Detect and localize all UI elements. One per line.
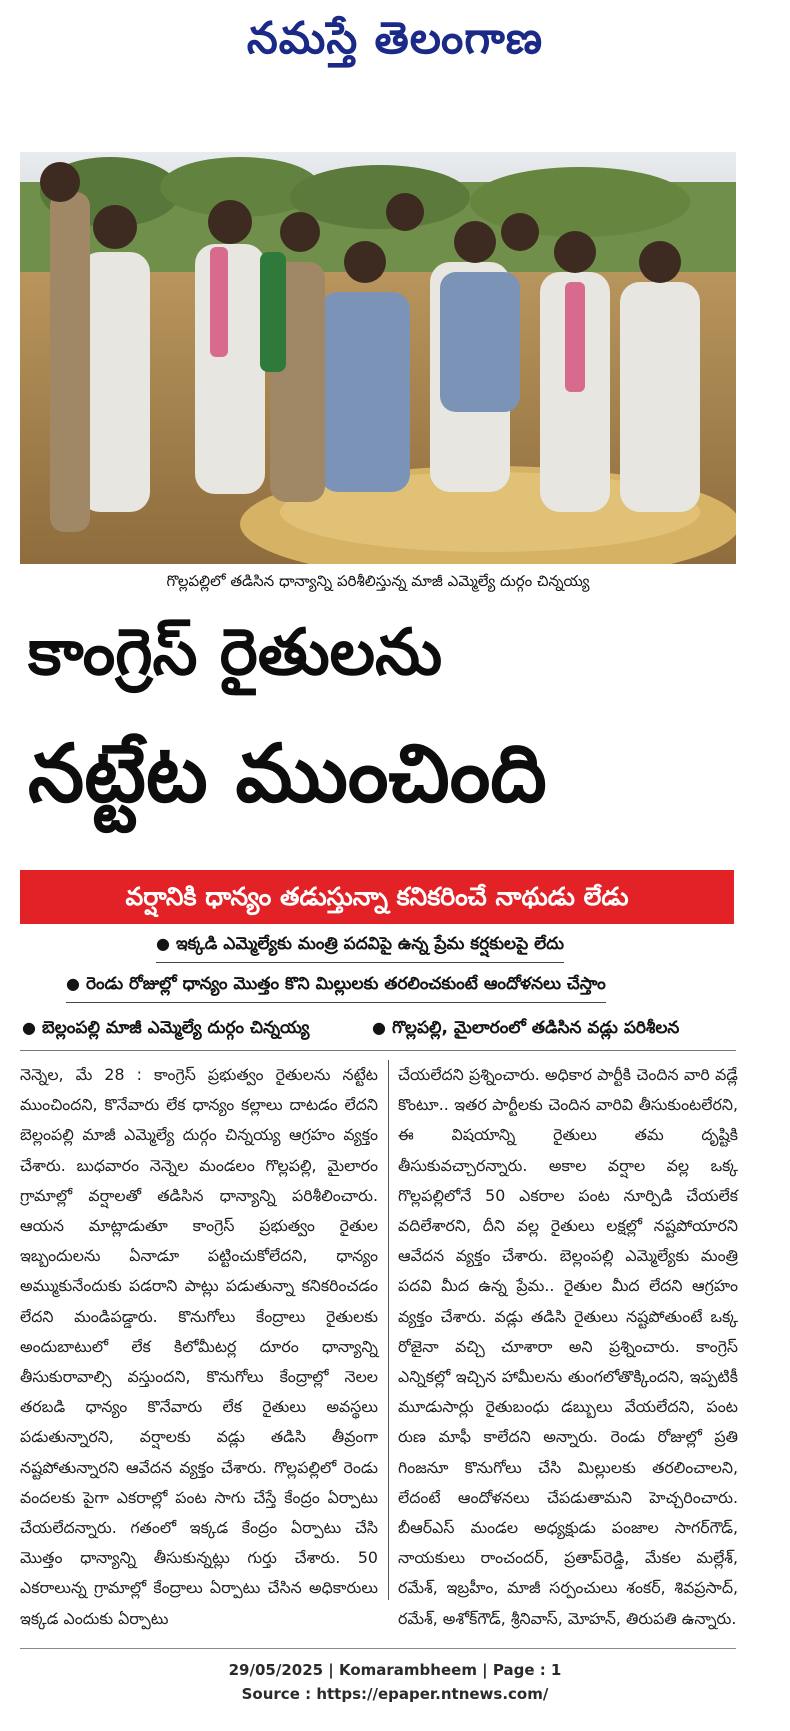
highlight-4 [372,1018,679,1042]
highlight-text: బెల్లంపల్లి మాజీ ఎమ్మెల్యే దుర్గం చిన్నయ్య [41,1018,310,1038]
bullet-icon: ● [66,974,80,993]
headline-line-1: కాంగ్రెస్ రైతులను [28,616,443,690]
divider [20,1648,736,1649]
highlight-1 [156,934,564,963]
subheadline-banner [20,870,734,924]
masthead [0,6,790,72]
bullet-icon: ● [22,1018,36,1037]
news-photo [20,152,736,564]
article-column-right: చేయలేదని ప్రశ్నించారు. అధికార పార్టీకి చెందిన వారి వడ్లే కొంటూ.. ఇతర పార్టీలకు చెందిన వారివి తీసుకుంటలేరని, ఈ విషయాన్ని రైతులు తమ దృష్టికి తీసుకువచ్చారన్నారు. అకాల వర్షాల వల్ల ఒక్క గొల్లపల్లిలోనే 50 ఎకరాల పంట నూర్పిడి చేయలేక వదిలేశారని, దీని వల్ల రైతులు లక్షల్లో నష్టపోయారని ఆవేదన వ్యక్తం చేశారు. బెల్లంపల్లి ఎమ్మెల్యేకు మంత్రి పదవి మీద ఉన్న ప్రేమ.. రైతుల మీద లేదని ఆగ్రహం వ్యక్తం చేశారు. వడ్లు తడిసి రైతులు నష్టపోతుంటే ఒక్క రోజైనా వచ్చి చూశారా అని ప్రశ్నించారు. కాంగ్రెస్ ఎన్నికల్లో ఇచ్చిన హామీలను తుంగలోతొక్కిందని, ఇప్పటికీ మూడుసార్లు రైతుబంధు డబ్బులు వేయలేదని, పంట రుణ మాఫీ కాలేదని అన్నారు. రెండు రోజుల్లో ప్రతి గింజనూ కొనుగోలు చేసి మిల్లులకు తరలించాలని, లేదంటే ఆందోళనలు చేపడుతామని హెచ్చరించారు. బీఆర్ఎస్ మండల అధ్యక్షుడు పంజాల సాగర్‌గౌడ్, నాయకులు రాంచందర్, ప్రతాప్‌రెడ్డి, మేకల మల్లేశ్, రమేశ్, ఇబ్రహీం, మాజీ సర్పంచులు శంకర్, శివప్రసాద్, రమేశ్, అశోక్‌గౌడ్, శ్రీనివాస్, మోహన్, తిరుపతి ఉన్నారు. [398,1065,738,1628]
highlight-3 [22,1018,309,1042]
highlight-text: రెండు రోజుల్లో ధాన్యం మొత్తం కొని మిల్లులకు తరలించకుంటే ఆందోళనలు చేస్తాం [85,974,606,994]
highlight-text: గొల్లపల్లి, మైలారంలో తడిసిన వడ్లు పరిశీలన [391,1018,680,1038]
column-divider [388,1060,389,1600]
masthead-title: నమస్తే తెలంగాణ [246,13,544,64]
bullet-icon: ● [372,1018,386,1037]
divider [20,1050,736,1051]
headline-line-2: నట్టేట ముంచింది [28,727,547,820]
subheadline-text: వర్షానికి ధాన్యం తడుస్తున్నా కనికరించే నాథుడు లేడు [125,882,629,911]
highlight-2 [66,974,606,1003]
source-link[interactable]: Source : https://epaper.ntnews.com/ [241,1685,549,1703]
highlight-text: ఇక్కడి ఎమ్మెల్యేకు మంత్రి పదవిపై ఉన్న ప్రేమ కర్షకులపై లేదు [175,934,565,954]
article-column-left: నెన్నెల, మే 28 : కాంగ్రెస్ ప్రభుత్వం రైతులను నట్టేట ముంచిందని, కొనేవారు లేక ధాన్యం కల్లాలు దాటడం లేదని బెల్లంపల్లి మాజీ ఎమ్మెల్యే దుర్గం చిన్నయ్య ఆగ్రహం వ్యక్తం చేశారు. బుధవారం నెన్నెల మండలం గొల్లపల్లి, మైలారం గ్రామాల్లో వర్షాలతో తడిసిన ధాన్యాన్ని పరిశీలించారు. ఆయన మాట్లాడుతూ కాంగ్రెస్ ప్రభుత్వం రైతుల ఇబ్బందులను ఏనాడూ పట్టించుకోలేదని, ధాన్యం అమ్ముకునేందుకు పడరాని పాట్లు పడుతున్నా కనికరించడం లేదని మండిపడ్డారు. కొనుగోలు కేంద్రాలు రైతులకు అందుబాటులో లేక కిలోమీటర్ల దూరం ధాన్యాన్ని తీసుకురావాల్సి వస్తుందని, కొనుగోలు కేంద్రాల్లో నెలల తరబడి ధాన్యం కొనేవారు లేక రైతులు అవస్థలు పడుతున్నారని, వర్షాలకు వడ్లు తడిసి తీవ్రంగా నష్టపోతున్నారని ఆవేదన వ్యక్తం చేశారు. గొల్లపల్లిలో రెండు వందలకు పైగా ఎకరాల్లో పంట సాగు చేస్తే కేంద్రం ఏర్పాటు చేయలేదన్నారు. గతంలో ఇక్కడ కేంద్రం ఏర్పాటు చేసి మొత్తం ధాన్యాన్ని తీసుకున్నట్లు గుర్తు చేశారు. 50 ఎకరాలున్న గ్రామాల్లో కేంద్రాలు ఏర్పాటు చేసిన అధికారులు ఇక్కడ ఎందుకు ఏర్పాటు [20,1065,378,1628]
edition-info: 29/05/2025 | Komarambheem | Page : 1 [228,1661,562,1679]
bullet-icon: ● [156,934,170,953]
photo-caption: గొల్లపల్లిలో తడిసిన ధాన్యాన్ని పరిశీలిస్తున్న మాజీ ఎమ్మెల్యే దుర్గం చిన్నయ్య [166,572,590,590]
